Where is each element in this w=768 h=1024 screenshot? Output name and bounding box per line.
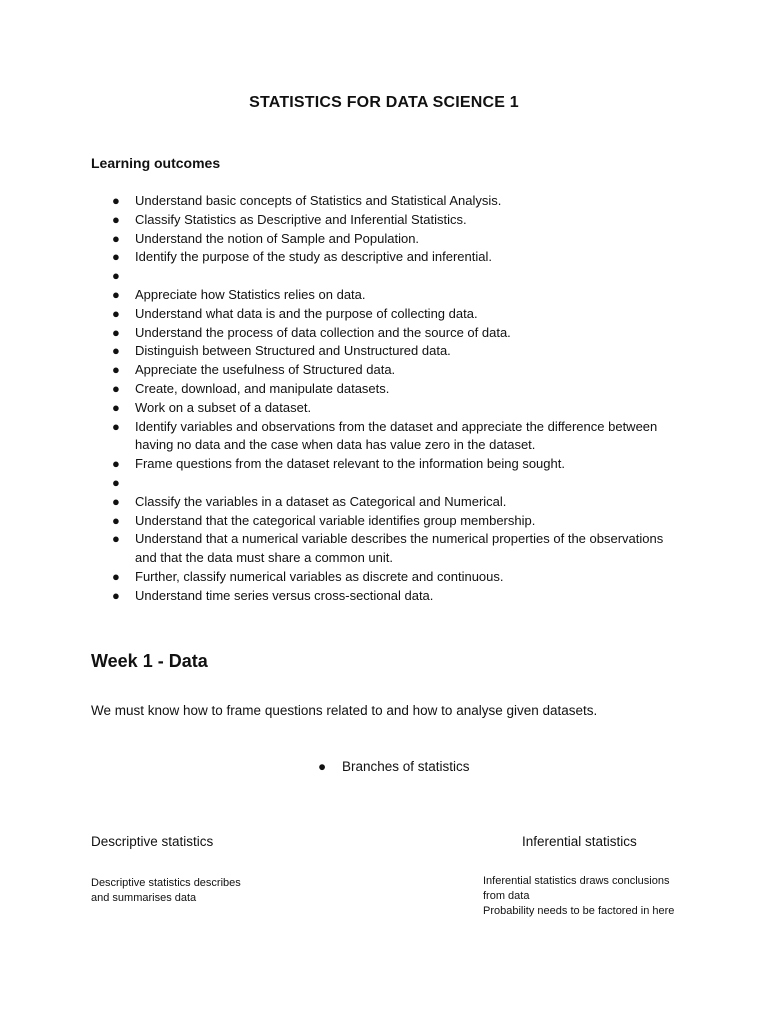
learning-outcome-item bbox=[108, 512, 668, 531]
descriptive-statistics-heading: Descriptive statistics bbox=[91, 834, 214, 849]
learning-outcome-text: Understand that the categorical variable identifies group membership. bbox=[135, 512, 536, 528]
learning-outcome-text: Understand the process of data collection and the source of data. bbox=[135, 324, 511, 340]
week-heading: Week 1 - Data bbox=[91, 651, 208, 671]
inferential-statistics-heading: Inferential statistics bbox=[522, 834, 637, 849]
learning-outcome-item bbox=[108, 474, 668, 493]
learning-outcome-text: Understand the notion of Sample and Population. bbox=[135, 230, 420, 246]
descriptive-line: Descriptive statistics describes bbox=[91, 877, 241, 889]
inferential-line: from data bbox=[483, 890, 530, 902]
learning-outcome-text bbox=[135, 475, 139, 490]
branches-bullet-text: Branches of statistics bbox=[342, 759, 470, 774]
learning-outcome-text: Understand basic concepts of Statistics and Statistical Analysis. bbox=[135, 193, 502, 208]
learning-outcome-item bbox=[108, 267, 668, 286]
learning-outcome-text: Appreciate the usefulness of Structured data. bbox=[135, 362, 396, 378]
document-title: STATISTICS FOR DATA SCIENCE 1 bbox=[249, 94, 519, 111]
learning-outcomes-heading: Learning outcomes bbox=[91, 155, 221, 171]
learning-outcome-item bbox=[108, 587, 668, 606]
learning-outcome-text: Frame questions from the dataset relevant to the information being sought. bbox=[135, 456, 565, 472]
bullet-icon: ● bbox=[112, 418, 120, 434]
bullet-icon: ● bbox=[112, 249, 120, 265]
bullet-icon: ● bbox=[318, 759, 327, 774]
learning-outcome-item bbox=[108, 361, 668, 380]
branches-bullet-item bbox=[318, 759, 470, 774]
learning-outcome-text: Understand what data is and the purpose of collecting data. bbox=[135, 305, 478, 321]
bullet-icon: ● bbox=[112, 305, 120, 321]
learning-outcome-item bbox=[108, 192, 668, 211]
descriptive-line: and summarises data bbox=[91, 892, 197, 904]
learning-outcome-item bbox=[108, 418, 668, 456]
inferential-statistics-text bbox=[483, 874, 723, 919]
learning-outcome-item bbox=[108, 248, 668, 267]
learning-outcome-item bbox=[108, 530, 668, 568]
bullet-icon: ● bbox=[112, 399, 120, 415]
bullet-icon: ● bbox=[112, 324, 120, 340]
learning-outcome-text: Work on a subset of a dataset. bbox=[135, 399, 312, 415]
learning-outcome-item bbox=[108, 324, 668, 343]
bullet-icon: ● bbox=[112, 568, 120, 584]
learning-outcome-text: Appreciate how Statistics relies on data. bbox=[135, 286, 366, 302]
bullet-icon: ● bbox=[112, 456, 120, 472]
bullet-icon: ● bbox=[112, 512, 120, 528]
learning-outcome-text: Create, download, and manipulate datasets. bbox=[135, 380, 390, 396]
learning-outcome-item bbox=[108, 305, 668, 324]
learning-outcomes-list bbox=[108, 192, 668, 606]
learning-outcome-item bbox=[108, 568, 668, 587]
bullet-icon: ● bbox=[112, 193, 120, 208]
learning-outcome-item bbox=[108, 455, 668, 474]
learning-outcome-text: Classify Statistics as Descriptive and Inferential Statistics. bbox=[135, 211, 467, 227]
bullet-icon: ● bbox=[112, 493, 120, 509]
inferential-line: Inferential statistics draws conclusions bbox=[483, 875, 670, 887]
learning-outcome-text bbox=[135, 268, 139, 283]
learning-outcome-text: Understand time series versus cross-sectional data. bbox=[135, 587, 434, 603]
learning-outcome-text: Identify variables and observations from the dataset and appreciate the difference between having no data and the case when data has value zero in the dataset. bbox=[135, 418, 658, 453]
bullet-icon: ● bbox=[112, 343, 120, 359]
learning-outcome-text: Distinguish between Structured and Unstructured data. bbox=[135, 343, 451, 359]
intro-paragraph: We must know how to frame questions related to and how to analyse given datasets. bbox=[91, 703, 598, 718]
learning-outcome-item bbox=[108, 211, 668, 230]
bullet-icon: ● bbox=[112, 380, 120, 396]
learning-outcome-item bbox=[108, 399, 668, 418]
inferential-line: Probability needs to be factored in here bbox=[483, 905, 675, 917]
learning-outcome-text: Classify the variables in a dataset as Categorical and Numerical. bbox=[135, 493, 507, 509]
bullet-icon: ● bbox=[112, 230, 120, 246]
bullet-icon: ● bbox=[112, 587, 120, 603]
learning-outcome-item bbox=[108, 230, 668, 249]
bullet-icon: ● bbox=[112, 362, 120, 378]
bullet-icon: ● bbox=[112, 211, 120, 227]
learning-outcome-text: Identify the purpose of the study as descriptive and inferential. bbox=[135, 249, 492, 265]
learning-outcome-item bbox=[108, 493, 668, 512]
learning-outcome-item bbox=[108, 342, 668, 361]
bullet-icon: ● bbox=[112, 268, 120, 284]
learning-outcome-item bbox=[108, 286, 668, 305]
bullet-icon: ● bbox=[112, 474, 120, 490]
learning-outcome-text: Understand that a numerical variable describes the numerical properties of the observations and that the data must share a common unit. bbox=[135, 531, 664, 566]
descriptive-statistics-text bbox=[91, 876, 291, 906]
bullet-icon: ● bbox=[112, 531, 120, 547]
learning-outcome-text: Further, classify numerical variables as discrete and continuous. bbox=[135, 568, 504, 584]
learning-outcome-item bbox=[108, 380, 668, 399]
bullet-icon: ● bbox=[112, 286, 120, 302]
